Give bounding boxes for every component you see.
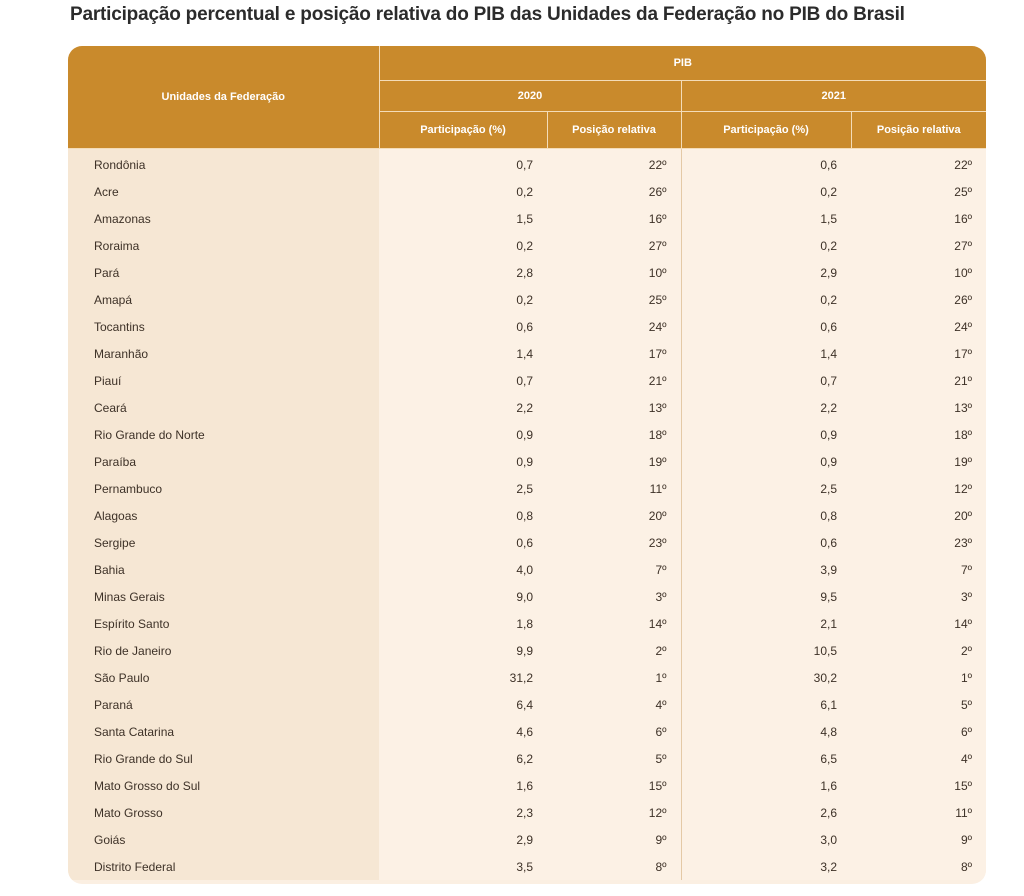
cell-posicao-2020: 1º — [547, 664, 681, 691]
cell-posicao-2020: 8º — [547, 853, 681, 880]
cell-posicao-2021: 9º — [851, 826, 986, 853]
cell-posicao-2020: 13º — [547, 394, 681, 421]
cell-posicao-2020: 14º — [547, 610, 681, 637]
page-title: Participação percentual e posição relativa do PIB das Unidades da Federação no PIB do Brasil — [70, 4, 905, 25]
cell-uf: Pará — [68, 259, 379, 286]
cell-uf: Distrito Federal — [68, 853, 379, 880]
cell-participacao-2020: 9,0 — [379, 583, 547, 610]
cell-posicao-2021: 4º — [851, 745, 986, 772]
cell-participacao-2021: 2,5 — [681, 475, 851, 502]
cell-posicao-2020: 2º — [547, 637, 681, 664]
cell-uf: Acre — [68, 178, 379, 205]
table-row — [68, 421, 986, 448]
cell-participacao-2020: 31,2 — [379, 664, 547, 691]
table-row — [68, 745, 986, 772]
cell-posicao-2020: 4º — [547, 691, 681, 718]
table-header — [68, 46, 986, 149]
table-row — [68, 556, 986, 583]
cell-participacao-2021: 30,2 — [681, 664, 851, 691]
cell-participacao-2021: 0,6 — [681, 149, 851, 179]
cell-uf: Rondônia — [68, 149, 379, 179]
header-pib: PIB — [379, 46, 986, 81]
cell-participacao-2020: 1,5 — [379, 205, 547, 232]
table-row — [68, 502, 986, 529]
cell-uf: Sergipe — [68, 529, 379, 556]
cell-uf: Piauí — [68, 367, 379, 394]
cell-participacao-2021: 1,4 — [681, 340, 851, 367]
cell-uf: Mato Grosso do Sul — [68, 772, 379, 799]
cell-posicao-2021: 17º — [851, 340, 986, 367]
cell-uf: Alagoas — [68, 502, 379, 529]
header-posicao-2020: Posição relativa — [547, 112, 681, 149]
cell-uf: Minas Gerais — [68, 583, 379, 610]
cell-participacao-2021: 0,6 — [681, 529, 851, 556]
cell-participacao-2021: 0,9 — [681, 421, 851, 448]
cell-posicao-2021: 12º — [851, 475, 986, 502]
cell-posicao-2021: 22º — [851, 149, 986, 179]
table-row — [68, 475, 986, 502]
table-body — [68, 149, 986, 881]
cell-posicao-2021: 7º — [851, 556, 986, 583]
table-row — [68, 583, 986, 610]
cell-uf: São Paulo — [68, 664, 379, 691]
cell-posicao-2021: 26º — [851, 286, 986, 313]
cell-participacao-2020: 6,2 — [379, 745, 547, 772]
cell-posicao-2021: 25º — [851, 178, 986, 205]
cell-posicao-2020: 26º — [547, 178, 681, 205]
cell-participacao-2020: 4,6 — [379, 718, 547, 745]
header-year-2021: 2021 — [681, 81, 986, 112]
cell-posicao-2021: 16º — [851, 205, 986, 232]
cell-uf: Rio de Janeiro — [68, 637, 379, 664]
header-participacao-2020: Participação (%) — [379, 112, 547, 149]
cell-participacao-2020: 1,6 — [379, 772, 547, 799]
cell-uf: Santa Catarina — [68, 718, 379, 745]
cell-posicao-2021: 13º — [851, 394, 986, 421]
cell-posicao-2021: 10º — [851, 259, 986, 286]
table-row — [68, 826, 986, 853]
cell-posicao-2020: 11º — [547, 475, 681, 502]
cell-participacao-2021: 6,1 — [681, 691, 851, 718]
table-row — [68, 149, 986, 179]
table-row — [68, 610, 986, 637]
table-row — [68, 529, 986, 556]
cell-posicao-2020: 5º — [547, 745, 681, 772]
cell-participacao-2020: 1,4 — [379, 340, 547, 367]
table-row — [68, 853, 986, 880]
cell-participacao-2020: 2,2 — [379, 394, 547, 421]
cell-posicao-2020: 20º — [547, 502, 681, 529]
cell-posicao-2020: 16º — [547, 205, 681, 232]
cell-participacao-2020: 0,7 — [379, 367, 547, 394]
cell-uf: Espírito Santo — [68, 610, 379, 637]
cell-posicao-2020: 21º — [547, 367, 681, 394]
table-row — [68, 664, 986, 691]
cell-participacao-2021: 0,2 — [681, 178, 851, 205]
cell-posicao-2021: 8º — [851, 853, 986, 880]
cell-participacao-2021: 4,8 — [681, 718, 851, 745]
cell-participacao-2021: 0,8 — [681, 502, 851, 529]
cell-posicao-2020: 22º — [547, 149, 681, 179]
cell-participacao-2020: 0,2 — [379, 178, 547, 205]
table-row — [68, 772, 986, 799]
cell-participacao-2020: 0,2 — [379, 232, 547, 259]
cell-participacao-2020: 0,7 — [379, 149, 547, 179]
cell-uf: Goiás — [68, 826, 379, 853]
cell-posicao-2021: 23º — [851, 529, 986, 556]
table-row — [68, 394, 986, 421]
cell-posicao-2020: 25º — [547, 286, 681, 313]
cell-posicao-2020: 18º — [547, 421, 681, 448]
cell-participacao-2021: 0,7 — [681, 367, 851, 394]
cell-participacao-2020: 2,3 — [379, 799, 547, 826]
cell-uf: Rio Grande do Sul — [68, 745, 379, 772]
cell-participacao-2020: 0,2 — [379, 286, 547, 313]
cell-participacao-2020: 2,5 — [379, 475, 547, 502]
cell-participacao-2020: 1,8 — [379, 610, 547, 637]
header-participacao-2021: Participação (%) — [681, 112, 851, 149]
cell-participacao-2021: 3,9 — [681, 556, 851, 583]
cell-participacao-2021: 0,2 — [681, 286, 851, 313]
cell-uf: Amapá — [68, 286, 379, 313]
cell-posicao-2021: 2º — [851, 637, 986, 664]
cell-posicao-2021: 1º — [851, 664, 986, 691]
cell-posicao-2020: 27º — [547, 232, 681, 259]
cell-posicao-2020: 10º — [547, 259, 681, 286]
table-row — [68, 286, 986, 313]
cell-participacao-2021: 6,5 — [681, 745, 851, 772]
cell-participacao-2020: 0,8 — [379, 502, 547, 529]
cell-participacao-2020: 6,4 — [379, 691, 547, 718]
cell-uf: Mato Grosso — [68, 799, 379, 826]
cell-posicao-2020: 17º — [547, 340, 681, 367]
cell-posicao-2021: 14º — [851, 610, 986, 637]
pib-table-container — [68, 46, 986, 884]
cell-uf: Maranhão — [68, 340, 379, 367]
cell-participacao-2020: 0,9 — [379, 421, 547, 448]
cell-posicao-2020: 9º — [547, 826, 681, 853]
pib-table — [68, 46, 986, 880]
cell-posicao-2021: 27º — [851, 232, 986, 259]
cell-participacao-2020: 0,9 — [379, 448, 547, 475]
cell-participacao-2021: 2,9 — [681, 259, 851, 286]
header-year-2020: 2020 — [379, 81, 681, 112]
cell-participacao-2020: 9,9 — [379, 637, 547, 664]
cell-uf: Rio Grande do Norte — [68, 421, 379, 448]
table-row — [68, 232, 986, 259]
cell-participacao-2021: 2,2 — [681, 394, 851, 421]
cell-participacao-2021: 9,5 — [681, 583, 851, 610]
cell-participacao-2021: 3,0 — [681, 826, 851, 853]
table-row — [68, 205, 986, 232]
cell-posicao-2020: 3º — [547, 583, 681, 610]
cell-uf: Amazonas — [68, 205, 379, 232]
header-uf: Unidades da Federação — [68, 46, 379, 149]
cell-participacao-2020: 4,0 — [379, 556, 547, 583]
cell-posicao-2020: 23º — [547, 529, 681, 556]
cell-participacao-2021: 1,5 — [681, 205, 851, 232]
cell-uf: Bahia — [68, 556, 379, 583]
cell-participacao-2020: 2,9 — [379, 826, 547, 853]
cell-participacao-2021: 1,6 — [681, 772, 851, 799]
header-posicao-2021: Posição relativa — [851, 112, 986, 149]
cell-posicao-2020: 6º — [547, 718, 681, 745]
cell-posicao-2021: 15º — [851, 772, 986, 799]
cell-posicao-2021: 20º — [851, 502, 986, 529]
table-row — [68, 340, 986, 367]
cell-posicao-2021: 21º — [851, 367, 986, 394]
cell-uf: Pernambuco — [68, 475, 379, 502]
table-row — [68, 367, 986, 394]
cell-posicao-2020: 7º — [547, 556, 681, 583]
cell-participacao-2021: 10,5 — [681, 637, 851, 664]
table-row — [68, 799, 986, 826]
cell-participacao-2021: 0,2 — [681, 232, 851, 259]
table-row — [68, 718, 986, 745]
cell-participacao-2021: 2,6 — [681, 799, 851, 826]
cell-participacao-2021: 3,2 — [681, 853, 851, 880]
table-row — [68, 691, 986, 718]
cell-posicao-2021: 24º — [851, 313, 986, 340]
table-row — [68, 448, 986, 475]
cell-participacao-2020: 3,5 — [379, 853, 547, 880]
cell-posicao-2020: 19º — [547, 448, 681, 475]
cell-posicao-2020: 15º — [547, 772, 681, 799]
table-row — [68, 637, 986, 664]
table-row — [68, 178, 986, 205]
cell-posicao-2021: 11º — [851, 799, 986, 826]
cell-participacao-2021: 0,6 — [681, 313, 851, 340]
cell-posicao-2021: 19º — [851, 448, 986, 475]
cell-participacao-2021: 2,1 — [681, 610, 851, 637]
cell-posicao-2021: 18º — [851, 421, 986, 448]
cell-participacao-2020: 0,6 — [379, 313, 547, 340]
cell-uf: Roraima — [68, 232, 379, 259]
cell-uf: Paraná — [68, 691, 379, 718]
cell-uf: Ceará — [68, 394, 379, 421]
table-row — [68, 259, 986, 286]
cell-posicao-2021: 5º — [851, 691, 986, 718]
cell-participacao-2021: 0,9 — [681, 448, 851, 475]
cell-posicao-2020: 12º — [547, 799, 681, 826]
cell-uf: Paraíba — [68, 448, 379, 475]
table-row — [68, 313, 986, 340]
cell-participacao-2020: 0,6 — [379, 529, 547, 556]
cell-posicao-2021: 6º — [851, 718, 986, 745]
cell-posicao-2021: 3º — [851, 583, 986, 610]
cell-posicao-2020: 24º — [547, 313, 681, 340]
cell-uf: Tocantins — [68, 313, 379, 340]
cell-participacao-2020: 2,8 — [379, 259, 547, 286]
